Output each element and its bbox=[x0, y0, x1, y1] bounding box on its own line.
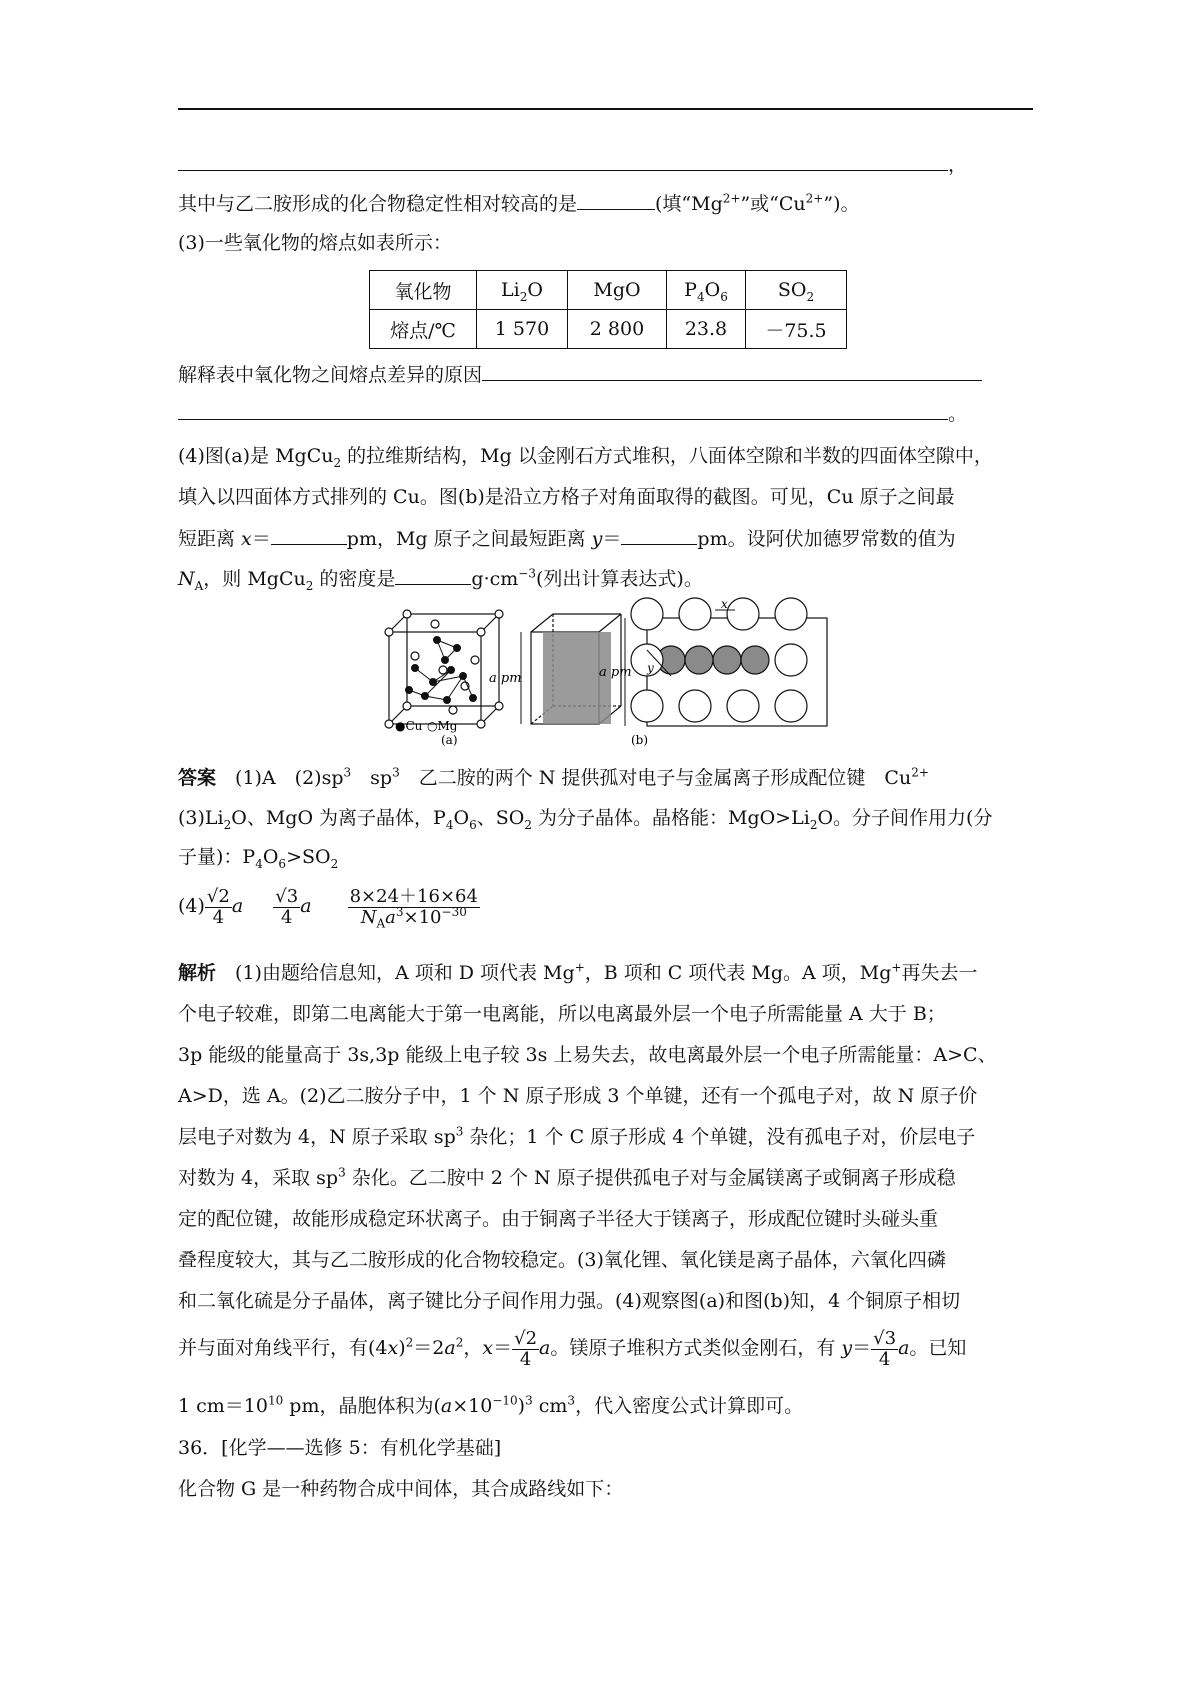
table-row bbox=[370, 310, 847, 349]
table-cell: $Li_2O$ bbox=[477, 271, 568, 310]
q4-line-1: (4)图(a)是 MgCu$_2$ 的拉维斯结构，Mg 以金刚石方式堆积，八面体空隙和半数的四面体空隙中， bbox=[178, 445, 993, 470]
fill-blank[interactable] bbox=[271, 526, 347, 545]
table-cell: 23.8 bbox=[667, 310, 746, 349]
q4-line-2: 填入以四面体方式排列的 Cu。图(b)是沿立方格子对角面取得的截图。可见，Cu 原子之间最 bbox=[178, 486, 955, 508]
answer-line-3: 子量)：$P_4O_6>SO_2$ bbox=[178, 846, 339, 871]
q4-line-4: $N_A$，则 MgCu$_2$ 的密度是 $g\cdot cm^{-3}$(列出计算表达式)。 bbox=[178, 566, 703, 593]
apm-label-1: a pm bbox=[489, 671, 522, 686]
q3-explain: 解释表中氧化物之间熔点差异的原因 bbox=[178, 362, 982, 387]
analysis-line-5: 层电子对数为 4，N 原子采取 $sp^3$ 杂化；1 个 C 原子形成 4 个单键，没有孤电子对，价层电子 bbox=[178, 1124, 976, 1148]
fraction: $\frac{√2}{4}$ bbox=[514, 1327, 538, 1370]
table-cell: 氧化物 bbox=[370, 271, 477, 310]
analysis-line-1: 解析 (1)由题给信息知，A 项和 D 项代表 Mg+，B 项和 C 项代表 Mg。A 项，Mg+再失去一 bbox=[178, 960, 978, 984]
answer-blank-line-1: ， bbox=[178, 152, 967, 177]
fill-blank[interactable] bbox=[482, 362, 982, 381]
melting-point-table bbox=[369, 270, 847, 349]
legend-mg: ○Mg bbox=[427, 719, 458, 733]
table-cell: 1 570 bbox=[477, 310, 568, 349]
table-cell: MgO bbox=[568, 271, 667, 310]
answer-label: 答案 bbox=[178, 767, 217, 789]
analysis-line-10: 并与面对角线平行，有$(4x)^2=2a^2$，x＝ $\frac{√2}{4}$ a。镁原子堆积方式类似金刚石，有 y＝ $\frac{√3}{4}$ a。已知 bbox=[178, 1327, 967, 1370]
fill-blank[interactable] bbox=[178, 152, 948, 171]
figure-a-label: (a) bbox=[441, 733, 458, 747]
q4-line-3: 短距离 x＝ pm，Mg 原子之间最短距离 y＝ pm。设阿伏加德罗常数的值为 bbox=[178, 528, 956, 550]
q3-explain-line-2: 。 bbox=[178, 401, 967, 426]
analysis-line-7: 定的配位键，故能形成稳定环状离子。由于铜离子半径大于镁离子，形成配位键时头碰头重 bbox=[178, 1208, 939, 1230]
fill-blank[interactable] bbox=[178, 401, 948, 420]
q36-title: 36．[化学——选修 5：有机化学基础] bbox=[178, 1437, 502, 1459]
table-header-row bbox=[370, 271, 847, 310]
analysis-line-8: 叠程度较大，其与乙二胺形成的化合物较稳定。(3)氧化锂、氧化镁是离子晶体，六氧化四磷 bbox=[178, 1249, 946, 1271]
question-line-stability: 其中与乙二胺形成的化合物稳定性相对较高的是 (填“$Mg^{2+}$”或“$Cu^{2+}$”)。 bbox=[178, 191, 860, 215]
fill-blank[interactable] bbox=[395, 566, 471, 585]
fill-blank[interactable] bbox=[621, 526, 697, 545]
y-label: y bbox=[647, 661, 654, 675]
answer-line-4: (4) $\frac{√2}{4}$ a $\frac{√3}{4}$ a $\frac{8\times 24+16\times 64}{N_Aa^3\times 10^{-30}}$ bbox=[178, 885, 478, 931]
figure-b-spheres bbox=[625, 598, 827, 726]
answer-line-2: $(3)Li_2O$、MgO 为离子晶体，$P_4O_6$、$SO_2$ 为分子晶体。晶格能：$MgO>Li_2O$。分子间作用力(分 bbox=[178, 807, 993, 832]
table-cell: 2 800 bbox=[568, 310, 667, 349]
fraction: $\frac{√3}{4}$ bbox=[873, 1327, 897, 1370]
apm-label-2: a pm bbox=[599, 665, 632, 680]
analysis-line-11: 1 $cm=10^{10}$ pm，晶胞体积为$(a\times 10^{-10})^3$ $cm^3$，代入密度公式计算即可。 bbox=[178, 1393, 804, 1417]
fraction: $\frac{√3}{4}$ bbox=[275, 885, 299, 928]
header-rule bbox=[178, 108, 1033, 110]
density-fraction: $\frac{8\times 24+16\times 64}{N_Aa^3\times 10^{-30}}$ bbox=[349, 885, 478, 931]
fill-blank[interactable] bbox=[577, 191, 655, 210]
q36-intro: 化合物 G 是一种药物合成中间体，其合成路线如下： bbox=[178, 1478, 624, 1500]
legend-cu: ●Cu bbox=[395, 719, 423, 733]
analysis-line-9: 和二氧化硫是分子晶体，离子键比分子间作用力强。(4)观察图(a)和图(b)知，4 个铜原子相切 bbox=[178, 1290, 961, 1312]
table-cell: $SO_2$ bbox=[746, 271, 847, 310]
table-cell: 熔点/℃ bbox=[370, 310, 477, 349]
analysis-line-3: 3p 能级的能量高于 3s,3p 能级上电子较 3s 上易失去，故电离最外层一个电子所需能量：A>C、 bbox=[178, 1044, 997, 1066]
answer-line-1: 答案 (1)A $(2)sp^3$ $sp^3$ 乙二胺的两个 N 提供孤对电子与金属离子形成配位键 $Cu^{2+}$ bbox=[178, 765, 929, 789]
crystal-structure-figure bbox=[385, 597, 835, 748]
analysis-line-4: A>D，选 A。(2)乙二胺分子中，1 个 N 原子形成 3 个单键，还有一个孤电子对，故 N 原子价 bbox=[178, 1085, 978, 1107]
table-cell: $P_4O_6$ bbox=[667, 271, 746, 310]
analysis-line-6: 对数为 4，采取 $sp^3$ 杂化。乙二胺中 2 个 N 原子提供孤电子对与金属镁离子或铜离子形成稳 bbox=[178, 1165, 956, 1189]
fraction: $\frac{√2}{4}$ bbox=[206, 885, 230, 928]
q3-intro: (3)一些氧化物的熔点如表所示： bbox=[178, 232, 452, 254]
x-label: x bbox=[721, 597, 728, 611]
table-cell: －75.5 bbox=[746, 310, 847, 349]
figure-b-label: (b) bbox=[631, 733, 649, 747]
analysis-line-2: 个电子较难，即第二电离能大于第一电离能，所以电离最外层一个电子所需能量 A 大于 B； bbox=[178, 1003, 946, 1025]
analysis-label: 解析 bbox=[178, 962, 217, 984]
